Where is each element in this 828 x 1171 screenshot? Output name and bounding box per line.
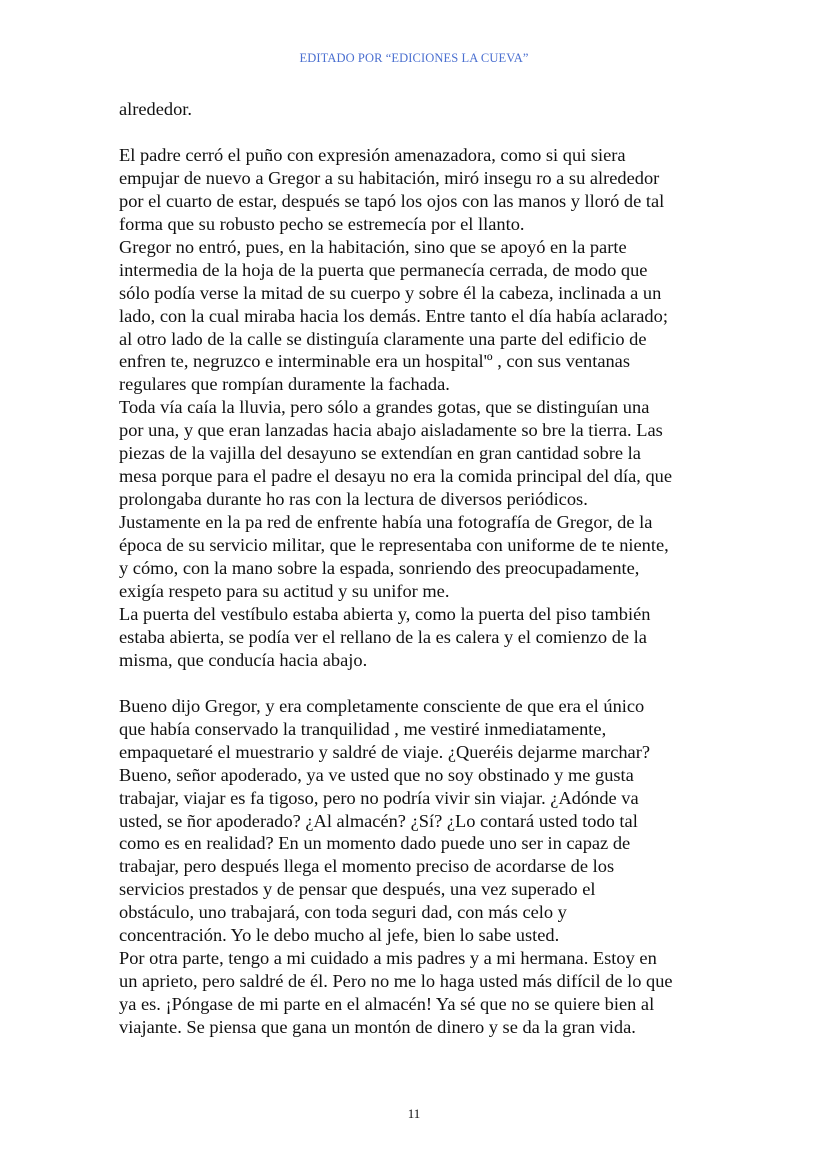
text-line: sólo podía verse la mitad de su cuerpo y sobre él la cabeza, inclinada a un: [119, 282, 662, 303]
text-line: viajante. Se piensa que gana un montón de dinero y se da la gran vida.: [119, 1017, 636, 1038]
text-line: concentración. Yo le debo mucho al jefe, bien lo sabe usted.: [119, 925, 560, 946]
text-line: prolongaba durante ho ras con la lectura de diversos periódicos.: [119, 489, 588, 510]
text-line: usted, se ñor apoderado? ¿Al almacén? ¿Sí? ¿Lo contará usted todo tal: [119, 810, 638, 831]
paragraph-spacer: [119, 121, 719, 144]
running-header: EDITADO POR “EDICIONES LA CUEVA”: [299, 51, 529, 65]
text-line: empaquetaré el muestrario y saldré de viaje. ¿Queréis dejarme marchar?: [119, 741, 651, 762]
text-line: Bueno, señor apoderado, ya ve usted que no soy obstinado y me gusta: [119, 764, 634, 785]
text-line: por el cuarto de estar, después se tapó los ojos con las manos y lloró de tal: [119, 190, 665, 211]
text-line: estaba abierta, se podía ver el rellano de la es calera y el comienzo de la: [119, 626, 647, 647]
text-line: lado, con la cual miraba hacia los demás. Entre tanto el día había aclarado;: [119, 305, 668, 326]
text-line: empujar de nuevo a Gregor a su habitación, miró insegu ro a su alrededor: [119, 167, 660, 188]
text-line: un aprieto, pero saldré de él. Pero no me lo haga usted más difícil de lo que: [119, 971, 673, 992]
text-line: ya es. ¡Póngase de mi parte en el almacén! Ya sé que no se quiere bien al: [119, 994, 655, 1015]
text-line: Gregor no entró, pues, en la habitación, sino que se apoyó en la parte: [119, 236, 627, 257]
text-line: Toda vía caía la lluvia, pero sólo a grandes gotas, que se distinguían una: [119, 397, 650, 418]
text-line: trabajar, viajar es fa tigoso, pero no podría vivir sin viajar. ¿Adónde va: [119, 787, 639, 808]
paragraph-spacer: [119, 672, 719, 695]
text-line: que había conservado la tranquilidad , me vestiré inmediatamente,: [119, 718, 607, 739]
text-line: Justamente en la pa red de enfrente había una fotografía de Gregor, de la: [119, 512, 653, 533]
text-line: exigía respeto para su actitud y su unifor me.: [119, 581, 450, 601]
text-line: forma que su robusto pecho se estremecía por el llanto.: [119, 213, 525, 234]
body-text: [119, 98, 719, 1039]
text-line: regulares que rompían duramente la fachada.: [119, 374, 450, 395]
text-line: Por otra parte, tengo a mi cuidado a mis padres y a mi hermana. Estoy en: [119, 948, 657, 969]
text-line: por una, y que eran lanzadas hacia abajo aisladamente so bre la tierra. Las: [119, 420, 663, 441]
text-line: alrededor.: [119, 99, 193, 119]
text-line: misma, que conducía hacia abajo.: [119, 649, 368, 670]
text-line: trabajar, pero después llega el momento preciso de acordarse de los: [119, 856, 615, 877]
text-line: mesa porque para el padre el desayu no era la comida principal del día, que: [119, 466, 673, 487]
text-line: intermedia de la hoja de la puerta que permanecía cerrada, de modo que: [119, 259, 648, 280]
page-number: 11: [407, 1106, 421, 1121]
text-line: El padre cerró el puño con expresión amenazadora, como si qui siera: [119, 144, 626, 165]
text-line: piezas de la vajilla del desayuno se extendían en gran cantidad sobre la: [119, 443, 641, 464]
text-line: y cómo, con la mano sobre la espada, sonriendo des preocupadamente,: [119, 558, 640, 579]
text-line: Bueno dijo Gregor, y era completamente consciente de que era el único: [119, 695, 645, 716]
text-line: época de su servicio militar, que le representaba con uniforme de te niente,: [119, 535, 669, 556]
text-line: obstáculo, uno trabajará, con toda seguri dad, con más celo y: [119, 902, 567, 923]
text-line: como es en realidad? En un momento dado puede uno ser in capaz de: [119, 833, 631, 854]
text-line: servicios prestados y de pensar que después, una vez superado el: [119, 879, 596, 900]
text-line: enfren te, negruzco e interminable era un hospital'º , con sus ventanas: [119, 351, 630, 372]
text-line: al otro lado de la calle se distinguía claramente una parte del edificio de: [119, 328, 647, 349]
text-line: La puerta del vestíbulo estaba abierta y, como la puerta del piso también: [119, 603, 651, 624]
